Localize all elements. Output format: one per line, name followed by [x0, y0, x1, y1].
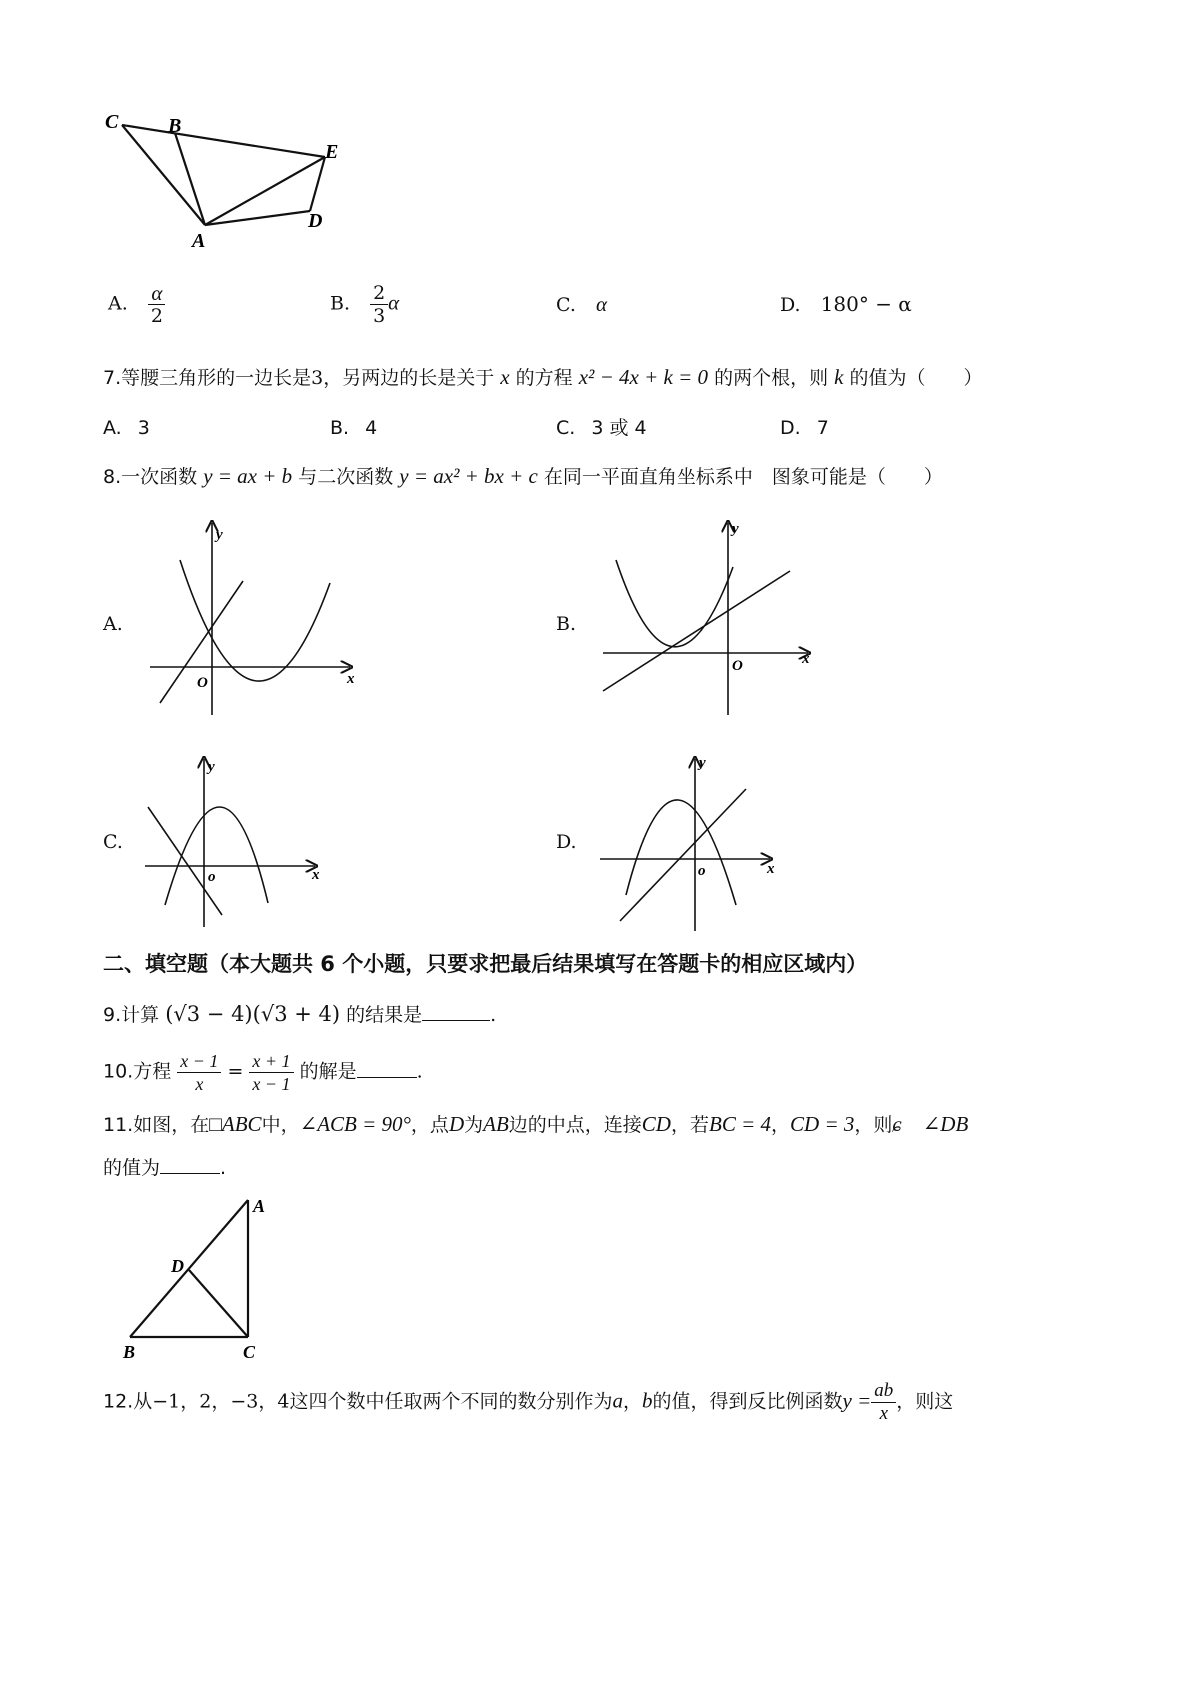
- q11-line2: [103, 1153, 226, 1182]
- alpha: α: [388, 290, 400, 315]
- q12-mid2: 的值，得到反比例函数: [652, 1390, 843, 1413]
- q9-end: .: [490, 1004, 497, 1026]
- q7-option-b[interactable]: [330, 414, 377, 442]
- graph-a-y: y: [216, 527, 223, 543]
- q12-n1: −1: [152, 1390, 181, 1413]
- q8-option-c-label[interactable]: C.: [103, 831, 123, 853]
- fig6-label-a: A: [192, 230, 206, 252]
- q11-answer-blank[interactable]: [160, 1153, 220, 1174]
- q11-stem: [103, 1110, 968, 1139]
- q11-ab: AB: [483, 1112, 509, 1136]
- q11-point-d: D: [448, 1112, 465, 1136]
- q11-mid5: ，若: [670, 1114, 709, 1136]
- q11-angle: ∠ACB = 90°: [299, 1112, 411, 1136]
- graph-d-x: x: [767, 861, 775, 877]
- q9-stem: [103, 1000, 496, 1029]
- section-2-title: 二、填空题（本大题共 6 个小题，只要求把最后结果填写在答题卡的相应区域内）: [103, 952, 868, 976]
- frac-num: x − 1: [177, 1050, 221, 1073]
- q6-option-d[interactable]: [780, 290, 912, 319]
- q9-answer-blank[interactable]: [422, 1000, 490, 1021]
- q11-triangle: □ABC: [209, 1112, 262, 1136]
- q12-a: a: [612, 1388, 623, 1413]
- q11-end: .: [220, 1157, 227, 1179]
- frac-den: x − 1: [252, 1074, 291, 1094]
- option-value: 7: [816, 417, 829, 439]
- fig6-label-d: D: [308, 210, 323, 232]
- q11-figure: [115, 1190, 285, 1370]
- q9-suffix: 的结果是: [346, 1004, 423, 1026]
- q12-c1: ，: [180, 1390, 200, 1413]
- q7-option-a[interactable]: [103, 414, 150, 442]
- q8-suffix: 在同一平面直角坐标系中 图象可能是（ ）: [543, 466, 943, 488]
- q12-b: b: [642, 1388, 653, 1413]
- q8-linear: y = ax + b: [203, 464, 293, 488]
- frac-den: x: [879, 1403, 888, 1424]
- q8-mid1: 与二次函数: [298, 466, 394, 488]
- q7-option-c[interactable]: [556, 414, 647, 442]
- q12-suffix: ，则这: [896, 1390, 954, 1413]
- q6-option-a[interactable]: [108, 282, 166, 327]
- q8-prefix: 8.一次函数: [103, 466, 198, 488]
- option-label: B.: [330, 417, 350, 439]
- frac-num: x + 1: [249, 1050, 293, 1073]
- q11-cd: CD: [641, 1112, 671, 1136]
- option-label: C.: [556, 417, 576, 439]
- q6-option-c[interactable]: [556, 290, 607, 319]
- option-label: A.: [108, 292, 128, 315]
- frac-num: 2: [370, 282, 388, 305]
- q8-stem: [103, 462, 943, 491]
- frac-num: α: [148, 282, 165, 305]
- q11-mid1: 中，: [261, 1114, 300, 1136]
- graph-b-x: x: [802, 651, 810, 667]
- q8-graph-c[interactable]: [140, 755, 345, 935]
- frac-den: x: [195, 1074, 204, 1094]
- q9-prefix: 9.计算: [103, 1004, 160, 1026]
- fig11-label-c: C: [243, 1342, 256, 1362]
- q11-mid3: 为: [464, 1114, 484, 1136]
- option-value: 3 或 4: [591, 417, 647, 439]
- q10-stem: [103, 1050, 423, 1095]
- q7-mid2: 的方程: [515, 367, 573, 389]
- q7-equation: x² − 4x + k = 0: [578, 365, 709, 389]
- fig6-label-b: B: [168, 115, 182, 137]
- fig6-label-e: E: [325, 141, 339, 163]
- graph-d-y: y: [699, 755, 706, 771]
- equals-sign: =: [227, 1060, 244, 1083]
- q12-c2: ，: [211, 1390, 231, 1413]
- graph-c-x: x: [312, 867, 320, 883]
- option-value: 4: [365, 417, 378, 439]
- q12-n4: 4: [277, 1390, 290, 1413]
- q11-tail: ɕ ∠DB: [892, 1112, 969, 1136]
- option-label: D.: [780, 294, 801, 316]
- q7-side: 3: [311, 367, 324, 389]
- q12-mid: 这四个数中任取两个不同的数分别作为: [289, 1390, 613, 1413]
- graph-a-origin: O: [197, 675, 208, 691]
- q6-option-b[interactable]: [330, 282, 399, 327]
- q10-end: .: [416, 1060, 423, 1083]
- q8-graph-d[interactable]: [598, 755, 823, 935]
- q11-mid2: ，点: [410, 1114, 449, 1136]
- q11-line2-text: 的值为: [103, 1157, 161, 1179]
- q10-suffix: 的解是: [299, 1060, 357, 1083]
- graph-c-y: y: [208, 759, 215, 775]
- q8-graph-b[interactable]: [598, 515, 823, 720]
- fig11-label-b: B: [123, 1342, 136, 1362]
- q8-option-a-label[interactable]: A.: [103, 613, 123, 635]
- option-label: A.: [103, 417, 122, 439]
- q10-answer-blank[interactable]: [357, 1057, 417, 1078]
- option-label: D.: [780, 417, 801, 439]
- option-label: C.: [556, 294, 576, 316]
- frac-num: ab: [871, 1380, 896, 1403]
- q11-bc: BC = 4: [709, 1112, 772, 1136]
- graph-d-origin: o: [698, 863, 706, 879]
- q12-sep: ，: [623, 1390, 643, 1413]
- fig6-label-c: C: [105, 111, 119, 133]
- q9-expression: (√3 − 4)(√3 + 4): [165, 1002, 341, 1026]
- option-value: α: [595, 292, 607, 316]
- frac-den: 3: [373, 305, 386, 327]
- q7-prefix: 7.等腰三角形的一边长是: [103, 367, 312, 389]
- fig11-label-d: D: [171, 1256, 184, 1276]
- frac-den: 2: [150, 305, 163, 327]
- q8-quadratic: y = ax² + bx + c: [399, 464, 538, 488]
- q7-option-d[interactable]: [780, 414, 829, 442]
- q7-suffix: 的值为（ ）: [849, 367, 983, 389]
- q6-figure: [100, 105, 370, 260]
- graph-b-origin: O: [732, 658, 743, 674]
- q11-cd-value: CD = 3: [790, 1112, 855, 1136]
- q7-var-k: k: [834, 365, 844, 389]
- q11-mid4: 边的中点，连接: [508, 1114, 642, 1136]
- q7-mid3: 的两个根，则: [714, 367, 829, 389]
- q12-stem: [103, 1380, 953, 1425]
- q12-prefix: 12.从: [103, 1390, 153, 1413]
- q7-mid1: ，另两边的长是关于: [323, 367, 495, 389]
- q8-graph-a[interactable]: [145, 515, 370, 720]
- q7-var-x: x: [500, 365, 510, 389]
- q12-y: y =: [842, 1388, 872, 1413]
- q8-option-b-label[interactable]: B.: [556, 613, 577, 635]
- option-value: 180° − α: [820, 292, 912, 316]
- q11-mid6: ，则: [854, 1114, 893, 1136]
- q12-n3: −3: [230, 1390, 259, 1413]
- graph-c-origin: o: [208, 869, 216, 885]
- option-label: B.: [330, 292, 351, 315]
- q10-prefix: 10.方程: [103, 1060, 172, 1083]
- q12-n2: 2: [199, 1390, 212, 1413]
- q11-prefix: 11.如图，在: [103, 1114, 210, 1136]
- graph-a-x: x: [347, 671, 355, 687]
- graph-b-y: y: [732, 521, 739, 537]
- fig11-label-a: A: [253, 1196, 266, 1216]
- q11-sep: ，: [771, 1114, 791, 1136]
- q8-option-d-label[interactable]: D.: [556, 831, 577, 853]
- option-value: 3: [137, 417, 150, 439]
- q12-c3: ，: [258, 1390, 278, 1413]
- q7-stem: [103, 363, 983, 392]
